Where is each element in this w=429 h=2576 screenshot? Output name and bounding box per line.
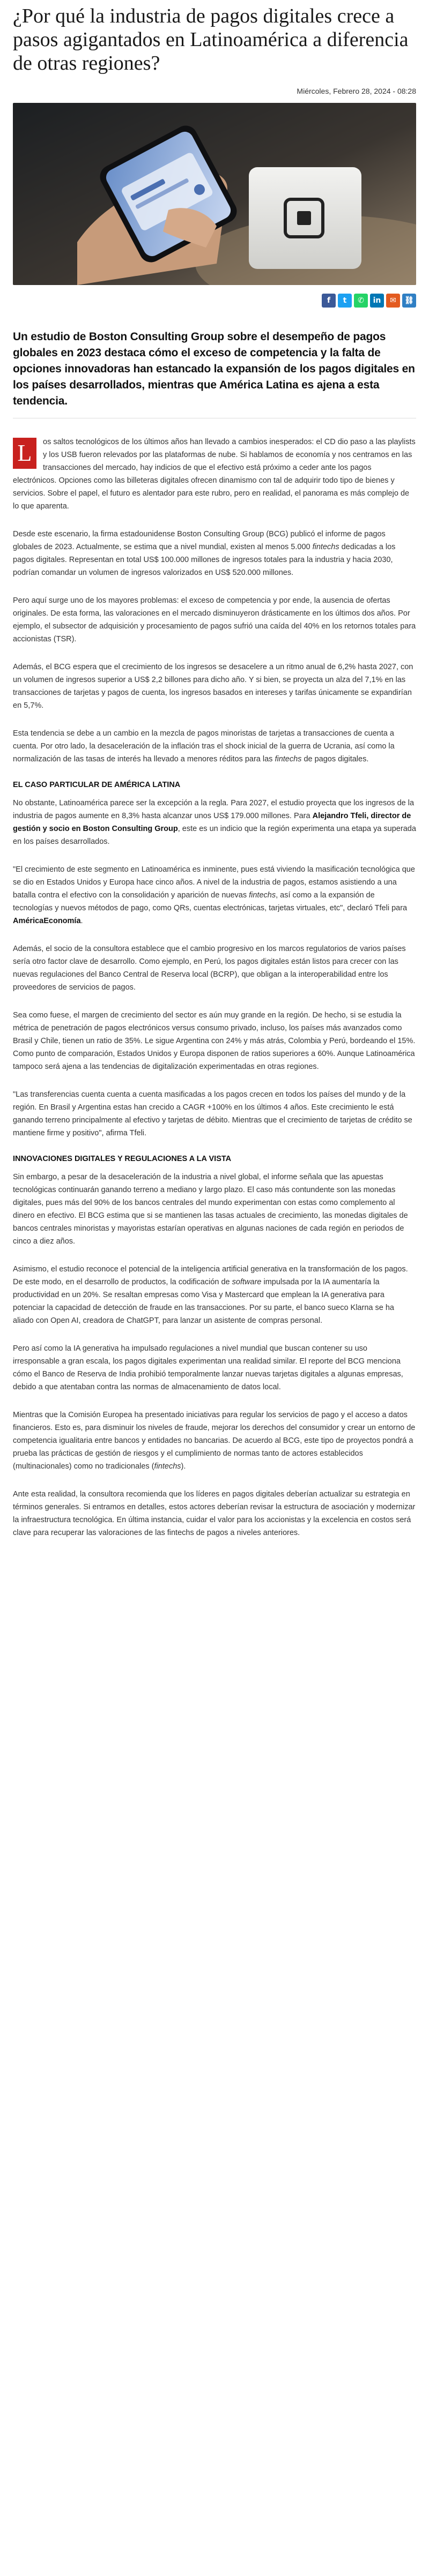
linkedin-icon: in <box>373 296 381 305</box>
paragraph-10: "Las transferencias cuenta cuenta a cuenta masificadas a los pagos crecen en todos los países del mundo y de la región. En Brasil y Argentina estas han crecido a CAGR +100% en los últimos 4 años. Este crecimiento le está ganando terreno principalmente al efectivo y tarjetas de débito. Mientras que el crecimiento de tarjetas de crédito se mantiene firme y positivo", afirma Tfeli. <box>13 1090 412 1137</box>
paragraph-14: Mientras que la Comisión Europea ha presentado iniciativas para regular los servicios de pago y el acceso a datos financieros. Esto es, para disminuir los niveles de fraude, mejorar los derechos del consumidor y crear un entorno de competencia igualitaria entre bancos y entidades no bancarias. De acuerdo al BCG, este tipo de proyectos pondrá a prueba las prácticas de gestión de riesgos y el cumplimiento de normas tanto de actores establecidos (multinacionales) como no tradicionales (fintechs). <box>13 1411 416 1471</box>
paragraph-13: Pero así como la IA generativa ha impulsado regulaciones a nivel mundial que buscan contener su uso irresponsable a gran escala, los pagos digitales experimentan una realidad similar. El reporte del BCG menciona cómo el Banco de Reserva de India prohibió temporalmente lanzar nuevas tarjetas digitales a algunas empresas, debido a que atentaban contra las normas de almacenamiento de datos local. <box>13 1344 403 1391</box>
article-lead: Un estudio de Boston Consulting Group sobre el desempeño de pagos globales en 2023 destaca cómo el exceso de competencia y la falta de opciones innovadoras han estancado la expansión de los pagos digitales en los países desarrollados, mientras que América Latina es ajena a esta tendencia. <box>13 331 415 407</box>
paragraph-5: Esta tendencia se debe a un cambio en la mezcla de pagos minoristas de tarjetas a transacciones de cuenta a cuenta. Por otro lado, la desaceleración de la inflación tras el shock inicial de la guerra de Ucrania, así como la normalización de las tasas de interés ha llevado a menores réditos para las fintechs de pagos digitales. <box>13 729 395 763</box>
copy-link-button[interactable] <box>402 294 416 308</box>
paragraph-15: Ante esta realidad, la consultora recomienda que los líderes en pagos digitales deberían actualizar su estrategia en términos generales. Si entramos en detalles, estos actores deberían revisar la estructura de asociación y modernizar la infraestructura tecnológica. En última instancia, cuidar el valor para los accionistas y la excelencia en costos será clave para recuperar las valoraciones de las fintechs de pagos a niveles anteriores. <box>13 1490 416 1537</box>
paragraph-11: Sin embargo, a pesar de la desaceleración de la industria a nivel global, el informe señala que las apuestas tecnológicas continuarán ganando terreno a mediano y largo plazo. El caso más contundente son las monedas digitales, pues más del 90% de los bancos centrales del mundo experimentan con estas como complemento al dinero en efectivo. El BCG estima que si se mantienen las tasas actuales de crecimiento, las monedas digitales de bancos centrales minoristas y mayoristas estarían operativas en algunas naciones de cada región en periodos de cinco a diez años. <box>13 1173 408 1246</box>
paragraph-2: Desde este escenario, la firma estadounidense Boston Consulting Group (BCG) publicó el informe de pagos globales de 2023. Actualmente, se estima que a nivel mundial, existen al menos 5.000 fintechs dedicadas a los pagos digitales. Representan en total US$ 100.000 millones de ingresos totales para la industria y hacia 2030, podrían comandar un volumen de ingresos valorizados en US$ 520.000 millones. <box>13 530 396 577</box>
facebook-icon: f <box>327 296 331 305</box>
link-icon: ⛓ <box>404 296 414 305</box>
drop-cap: L <box>13 438 36 469</box>
paragraph-7: "El crecimiento de este segmento en Latinoamérica es inminente, pues está viviendo la masificación tecnológica que se dio en Estados Unidos y Europa hace cinco años. A nivel de la industria de pagos, estamos asistiendo a una batalla contra el efectivo con la consolidación y aparición de nuevas fintechs, así como a la expansión de tecnologías y nuevos métodos de pago, como QRs, cuentas electrónicas, tarjetas virtuales, etc", declaró Tfeli para AméricaEconomía. <box>13 865 415 925</box>
whatsapp-share-button[interactable] <box>354 294 368 308</box>
paragraph-9: Sea como fuese, el margen de crecimiento del sector es aún muy grande en la región. De hecho, si se estudia la métrica de penetración de pagos electrónicos versus consumo privado, incluso, los países más avanzados como Brasil y Chile, tienen un ratio de 35%. Le sigue Argentina con 24% y más atrás, Colombia y Perú, bordeando el 15%. Como punto de comparación, Estados Unidos y Europa disponen de ratios superiores a 60%. Aunque Latinoamérica tampoco será ajena a las tendencias de digitalización experimentadas en otras regiones. <box>13 1011 416 1071</box>
paragraph-4: Además, el BCG espera que el crecimiento de los ingresos se desacelere a un ritmo anual de 6,2% hasta 2027, con un volumen de ingresos superior a US$ 2,2 billones para dicho año. Y si bien, se proyecta un alza del 7,1% en las transacciones de tarjetas y pagos de cuenta, los ingresos basados en intereses y tarifas únicamente se expandirían en 5,7%. <box>13 663 413 710</box>
section-heading-innovations: INNOVACIONES DIGITALES Y REGULACIONES A LA VISTA <box>13 1155 232 1163</box>
hero-photo-illustration <box>13 103 416 285</box>
facebook-share-button[interactable] <box>322 294 336 308</box>
linkedin-share-button[interactable] <box>370 294 384 308</box>
email-share-button[interactable] <box>386 294 400 308</box>
article-date: Miércoles, Febrero 28, 2024 - 08:28 <box>297 87 416 95</box>
paragraph-3: Pero aquí surge uno de los mayores problemas: el exceso de competencia y por ende, la ausencia de ofertas originales. De esta forma, las valoraciones en el mercado disminuyeron drásticamente en los últimos dos años. Por ejemplo, el subsector de adquisición y procesamiento de pagos sufrió una caída del 40% en los retornos totales para accionistas (TSR). <box>13 596 416 643</box>
share-bar <box>13 294 416 308</box>
paragraph-8: Además, el socio de la consultora establece que el cambio progresivo en los marcos regulatorios de varios países sería otro factor clave de desarrollo. Como ejemplo, en Perú, los pagos digitales están listos para crecer con las nuevas regulaciones del Banco Central de Reserva local (BCRP), que obligan a la interoperabilidad entre los proveedores de servicios de pagos. <box>13 945 406 992</box>
email-icon: ✉ <box>390 296 396 305</box>
twitter-icon: t <box>343 296 347 305</box>
whatsapp-icon: ✆ <box>358 296 364 305</box>
twitter-share-button[interactable] <box>338 294 352 308</box>
paragraph-12: Asimismo, el estudio reconoce el potencial de la inteligencia artificial generativa en la transformación de los pagos. De este modo, en el desarrollo de productos, la codificación de software impulsada por la IA aumentaría la productividad en un 20%. Se resaltan empresas como Visa y Mastercard que emplean la IA generativa para potenciar la capacidad de detección de fraude en las transacciones. Por su parte, el banco sueco Klarna se ha aliado con Open AI, creadora de ChatGPT, para lanzar un asistente de compras personal. <box>13 1265 408 1325</box>
hero-image <box>13 103 416 285</box>
section-heading-latam: EL CASO PARTICULAR DE AMÉRICA LATINA <box>13 781 181 789</box>
paragraph-6: No obstante, Latinoamérica parece ser la excepción a la regla. Para 2027, el estudio proyecta que los ingresos de la industria de pagos aumente en 8,3% hasta alcanzar unos US$ 179.000 millones. Para Alejandro Tfeli, director de gestión y socio en Boston Consulting Group, este es un indicio que la región experimenta una etapa ya superada en los países desarrollados. <box>13 799 416 846</box>
article-title: ¿Por qué la industria de pagos digitales crece a pasos agigantados en Latinoamérica a diferencia de otras regiones? <box>13 5 409 74</box>
paragraph-1: L os saltos tecnológicos de los últimos años han llevado a cambios inesperados: el CD dio paso a las playlists y los USB fueron relevados por las plataformas de nube. Si hablamos de economía y nos centramos en las transacciones del mercado, hay indicios de que el efectivo está próximo a ceder ante los pagos electrónicos. Opciones como las billeteras digitales ofrecen dinamismo con tal de adquirir todo tipo de bienes y servicios. Sobre el papel, el futuro es alentador para este rubro, pero en realidad, el panorama es más complejo de lo que aparenta. <box>13 438 416 511</box>
